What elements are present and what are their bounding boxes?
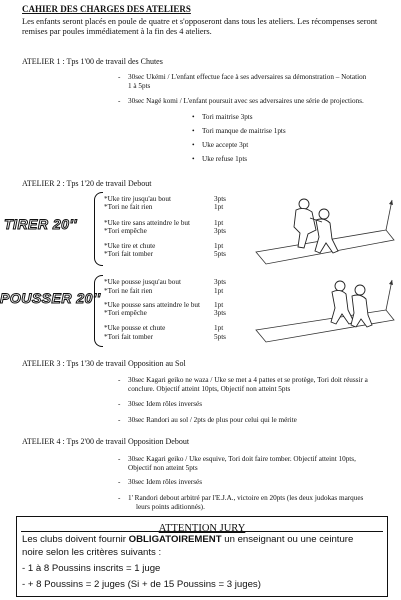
jury-box (16, 516, 388, 597)
atelier1-score-4: • Uke refuse 1pts (202, 155, 247, 164)
atelier1-score-2: • Tori manque de maitrise 1pts (202, 127, 286, 136)
pousser-row-5: *Uke pousse et chute (104, 324, 166, 332)
atelier1-heading: ATELIER 1 : Tps 1'00 de travail des Chutes (22, 57, 163, 66)
pousser-row-2: *Tori ne fait rien (104, 287, 153, 295)
jury-line-4: - + 8 Poussins = 2 juges (Si + de 15 Poussins = 3 juges) (22, 579, 261, 590)
tirer-row-2: *Tori ne fait rien (104, 203, 153, 211)
jury-line-1: Les clubs doivent fournir OBLIGATOIREMENT un enseignant ou une ceinture (22, 534, 354, 545)
atelier1-score-3: • Uke accepte 3pt (202, 141, 248, 150)
jury-divider (21, 531, 383, 532)
pousser-row-6: *Tori fait tomber (104, 333, 153, 341)
tirer-row-6: *Tori fait tomber (104, 250, 153, 258)
pousser-row-4: *Tori empêche (104, 309, 147, 317)
tirer-pts-6: 5pts (214, 250, 226, 258)
atelier1-item-1b: 1 à 5pts (128, 82, 151, 90)
tirer-pts-3: 1pt (214, 219, 224, 227)
pousser-pts-1: 3pts (214, 278, 226, 286)
atelier1-item-2: - 30sec Nagé komi / L'enfant poursuit avec ses adversaires une série de projections. (128, 97, 364, 106)
pousser-brace (94, 275, 103, 347)
tirer-pts-1: 3pts (214, 195, 226, 203)
intro-paragraph: Les enfants seront placés en poule de quatre et s'opposeront dans tous les ateliers. Les récompenses seront remises par poules immédiatement à la fin des 4 ateliers. (22, 17, 378, 36)
tirer-pts-5: 1pt (214, 242, 224, 250)
atelier3-heading: ATELIER 3 : Tps 1'30 de travail Opposition au Sol (22, 359, 186, 368)
atelier3-item-2: - 30sec Idem rôles inversés (128, 400, 202, 409)
tirer-row-3: *Uke tire sans atteindre le but (104, 219, 191, 227)
atelier4-item-3: - 1' Randori debout arbitré par l'E.J.A., victoire en 20pts (les deux judokas marques (128, 494, 363, 503)
jury-line-2: noire selon les critères suivants : (22, 547, 162, 558)
atelier4-item-1b: Objectif non atteint 5pts (128, 464, 198, 472)
pousser-pts-6: 5pts (214, 333, 226, 341)
tirer-pts-2: 1pt (214, 203, 224, 211)
atelier1-item-1: - 30sec Ukémi / L'enfant effectue face à ses adversaires sa démonstration – Notation (128, 73, 366, 82)
tirer-row-5: *Uke tire et chute (104, 242, 156, 250)
page-title: CAHIER DES CHARGES DES ATELIERS (22, 4, 191, 14)
tirer-pts-4: 3pts (214, 227, 226, 235)
tirer-row-1: *Uke tire jusqu'au bout (104, 195, 171, 203)
atelier3-item-3: - 30sec Randori au sol / 2pts de plus pour celui qui le mérite (128, 416, 297, 425)
tirer-illustration (236, 190, 396, 270)
tirer-row-4: *Tori empêche (104, 227, 147, 235)
atelier4-heading: ATELIER 4 : Tps 2'00 de travail Opposition Debout (22, 437, 190, 446)
pousser-pts-2: 1pt (214, 287, 224, 295)
atelier4-item-1: - 30sec Kagari geiko / Uke esquive, Tori doit faire tomber. Objectif atteint 10pts, (128, 455, 356, 464)
jury-line-3: - 1 à 8 Poussins inscrits = 1 juge (22, 563, 161, 574)
atelier3-item-1b: conclure. Objectif atteint 10pts, Objectif non atteint 5pts (128, 385, 291, 393)
atelier3-item-1: - 30sec Kagari geiko ne waza / Uke se met a 4 pattes et se protège, Tori doit réussir a (128, 376, 368, 385)
pousser-pts-5: 1pt (214, 324, 224, 332)
pousser-illustration (236, 270, 396, 350)
pousser-row-3: *Uke pousse sans atteindre le but (104, 301, 201, 309)
atelier2-heading: ATELIER 2 : Tps 1'20 de travail Debout (22, 179, 152, 188)
pousser-pts-4: 3pts (214, 309, 226, 317)
jury-title: ATTENTION JURY (158, 523, 246, 534)
atelier4-item-2: - 30sec Idem rôles inversés (128, 478, 202, 487)
tirer-label: TIRER 20'' (4, 216, 78, 232)
tirer-brace (94, 192, 103, 266)
pousser-label: POUSSER 20'' (0, 290, 101, 306)
pousser-pts-3: 1pt (214, 301, 224, 309)
atelier4-item-3b: leurs points aditionnés). (136, 503, 205, 511)
atelier1-score-1: • Tori maitrise 3pts (202, 113, 253, 122)
pousser-row-1: *Uke pousse jusqu'au bout (104, 278, 181, 286)
